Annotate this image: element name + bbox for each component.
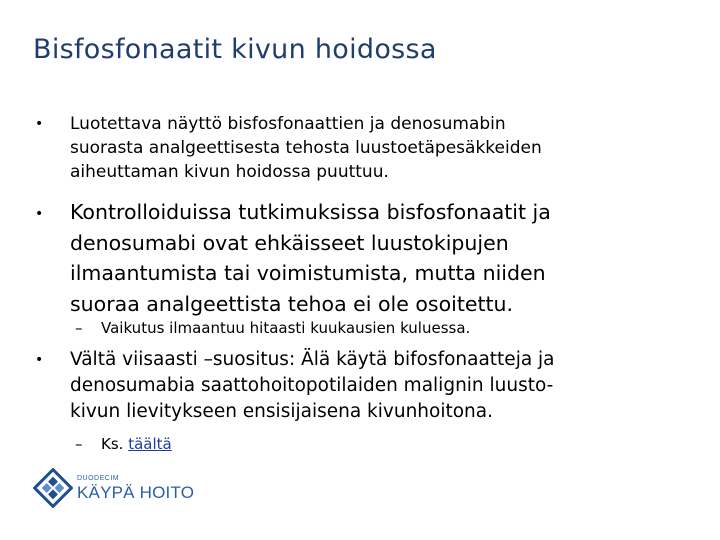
logo-big-text: KÄYPÄ HOITO — [77, 483, 195, 502]
logo-wordmark — [77, 475, 194, 501]
reference-link[interactable]: täältä — [128, 435, 172, 453]
diamond-logo-icon — [33, 468, 73, 508]
bullet-item — [35, 197, 551, 319]
subbullet-mark: – — [75, 319, 83, 337]
bullet-mark: • — [35, 116, 44, 132]
kaypa-hoito-logo — [33, 468, 194, 508]
subbullet-prefix: Ks. — [101, 435, 129, 453]
subbullet-mark: – — [75, 435, 83, 453]
subbullet-item — [75, 434, 172, 454]
bullet-text: Vältä viisaasti –suositus: Älä käytä bifosfonaatteja ja denosumabia saattohoitopotilaiden malignin luusto- kivun lievitykseen ensisijaisena kivunhoitona. — [70, 349, 555, 422]
subbullet-item — [75, 318, 470, 338]
subbullet-text: Vaikutus ilmaantuu hitaasti kuukausien kuluessa. — [101, 319, 471, 337]
bullet-mark: • — [35, 206, 44, 222]
bullet-text: Kontrolloiduissa tutkimuksissa bisfosfonaatit ja denosumabi ovat ehkäisseet luustokipujen ilmaantumista tai voimistumista, mutta niiden suoraa analgeettista tehoa ei ole osoitettu. — [70, 200, 551, 316]
bullet-item — [35, 347, 555, 425]
bullet-mark: • — [35, 352, 44, 368]
logo-small-text: DUODECIM — [77, 475, 120, 482]
bullet-item — [35, 112, 542, 184]
slide-title: Bisfosfonaatit kivun hoidossa — [33, 34, 437, 65]
bullet-text: Luotettava näyttö bisfosfonaattien ja denosumabin suorasta analgeettisesta tehosta luustoetäpesäkkeiden aiheuttaman kivun hoidossa puuttuu. — [70, 114, 542, 182]
